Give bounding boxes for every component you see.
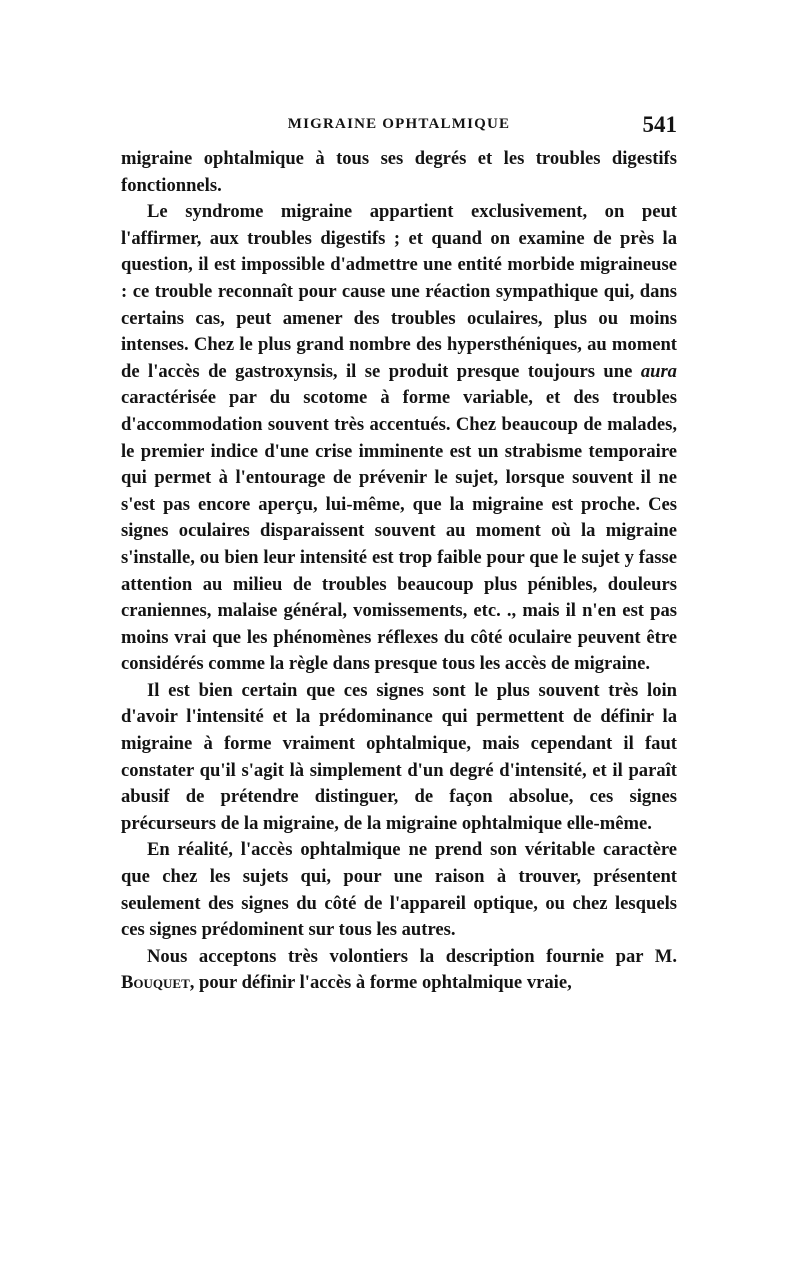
paragraph-1: migraine ophtalmique à tous ses degrés et les troubles digestifs fonctionnels. bbox=[121, 148, 677, 196]
author-name: Bouquet bbox=[121, 972, 190, 994]
aura-term: aura bbox=[640, 360, 677, 382]
paragraph-2-text-b: caractérisée par du scotome à forme variable, et des troubles d'accommodation souvent très accentués. Chez beaucoup de malades, le premier indice d'une crise imminente est un strabisme temporaire qui permet à l'entourage de prévenir le sujet, lorsque souvent il ne s'est pas encore aperçu, lui-même, que la migraine est proche. Ces signes oculaires disparaissent souvent au moment où la migraine s'installe, ou bien leur intensité est trop faible pour que le sujet y fasse attention au milieu de troubles beaucoup plus pénibles, douleurs craniennes, malaise général, vomissements, etc. ., mais il n'en est pas moins vrai que les phénomènes réflexes du côté oculaire peuvent être considérés comme la règle dans presque tous les accès de migraine. bbox=[121, 387, 677, 675]
paragraph-2 bbox=[121, 199, 677, 678]
paragraph-5 bbox=[121, 944, 677, 997]
paragraph-4: En réalité, l'accès ophtalmique ne prend son véritable caractère que chez les sujets qui, pour une raison à trouver, présentent seulement des signes du côté de l'appareil optique, ou chez lesquels ces signes prédominent sur tous les autres. bbox=[121, 839, 677, 941]
paragraph-3: Il est bien certain que ces signes sont le plus souvent très loin d'avoir l'intensité et la prédominance qui permettent de définir la migraine à forme vraiment ophtalmique, mais cependant il faut constater qu'il s'agit là simplement d'un degré d'intensité, et il paraît abusif de prétendre distinguer, de façon absolue, ces signes précurseurs de la migraine, de la migraine ophtalmique elle-même. bbox=[121, 679, 677, 834]
paragraph-5-text-b: , pour définir l'accès à forme ophtalmique vraie, bbox=[189, 972, 572, 994]
page-number: 541 bbox=[642, 112, 677, 137]
book-page bbox=[121, 112, 677, 997]
running-head bbox=[121, 112, 677, 138]
body-text bbox=[121, 146, 677, 997]
running-title: MIGRAINE OPHTALMIQUE bbox=[287, 116, 511, 132]
paragraph-2-text-a: Le syndrome migraine appartient exclusivement, on peut l'affirmer, aux troubles digestifs ; et quand on examine de près la question, il est impossible d'admettre une entité morbide migraineuse : ce trouble reconnaît pour cause une réaction sympathique qui, dans certains cas, peut amener des troubles oculaires, plus ou moins intenses. Chez le plus grand nombre des hypersthéniques, au moment de l'accès de gastroxynsis, il se produit presque toujours une bbox=[121, 201, 677, 382]
paragraph-5-text-a: Nous acceptons très volontiers la description fournie par M. bbox=[147, 945, 677, 967]
